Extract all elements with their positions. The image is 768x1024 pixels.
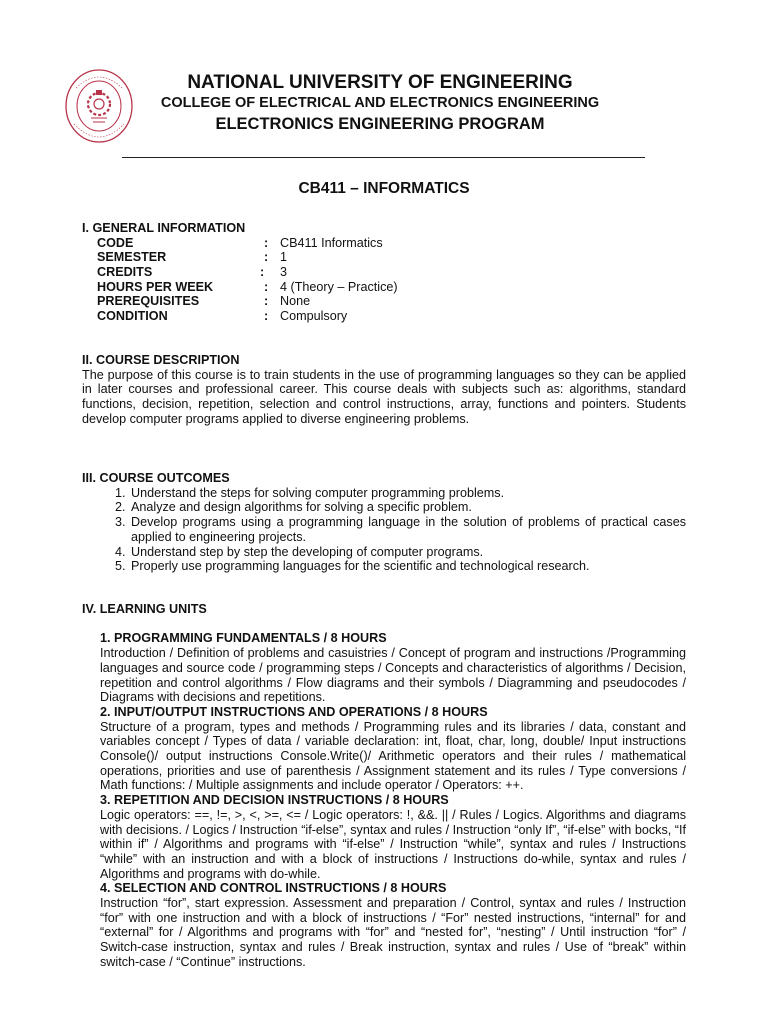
info-colon: : <box>264 235 269 250</box>
info-key: SEMESTER <box>97 250 167 265</box>
general-information-section <box>82 221 686 324</box>
course-description-section <box>82 353 686 427</box>
learning-units-section <box>82 602 686 970</box>
course-description-heading: II. COURSE DESCRIPTION <box>82 353 240 367</box>
info-row-prerequisites <box>82 294 686 309</box>
info-row-semester <box>82 250 686 265</box>
info-colon: : <box>264 279 269 294</box>
unit-title: 4. SELECTION AND CONTROL INSTRUCTIONS / 8 HOURS <box>100 881 447 896</box>
info-row-code <box>82 236 686 251</box>
outcome-item: 5. Properly use programming languages for the scientific and technological research. <box>129 559 686 574</box>
info-key: CODE <box>97 235 134 250</box>
info-value: None <box>280 294 311 309</box>
outcome-item: 2. Analyze and design algorithms for solving a specific problem. <box>129 500 686 515</box>
header-divider <box>122 157 645 158</box>
info-key: CONDITION <box>97 309 168 324</box>
general-information-heading: I. GENERAL INFORMATION <box>82 221 246 235</box>
unit-body: Logic operators: ==, !=, >, <, >=, <= / Logic operators: !, &&. || / Rules / Logics. Algorithms and diagrams with decisions. / Logics / Instruction “if-else”, syntax and rules / Instruction “only If”, “if-else” with bocks, “If within if” / Algorithms and programs with “if-else” / Instruction “while”, syntax and rules / Instructions “while” with an instruction and with a block of instructions / Instructions do-while, syntax and rules / Algorithms and programs with do-while. <box>100 807 686 881</box>
course-outcomes-heading: III. COURSE OUTCOMES <box>82 471 230 485</box>
program-name: ELECTRONICS ENGINEERING PROGRAM <box>215 115 545 133</box>
outcome-item: 4. Understand step by step the developing of computer programs. <box>129 545 686 560</box>
outcome-item: 1. Understand the steps for solving computer programming problems. <box>129 486 686 501</box>
info-colon: : <box>264 309 269 324</box>
info-value: 1 <box>280 250 288 265</box>
unit-title: 1. PROGRAMMING FUNDAMENTALS / 8 HOURS <box>100 631 387 646</box>
info-row-credits <box>82 265 686 280</box>
unit-body: Introduction / Definition of problems and casuistries / Concept of program and instructions /Programming languages and source code / programming steps / Concepts and characteristics of algorithms / Decision, repetition and control algorithms / Flow diagrams and their symbols / Diagramming and pseudocodes / Diagrams with decisions and repetitions. <box>100 646 686 705</box>
info-row-hours-per-week <box>82 280 686 295</box>
info-value: CB411 Informatics <box>280 235 383 250</box>
course-description-text: The purpose of this course is to train students in the use of programming languages so they can be applied in later courses and professional career. This course deals with subjects such as: algorithms, standard functions, decision, repetition, selection and control instructions, array, functions and pointers. Students develop computer programs applied to diverse engineering problems. <box>82 367 686 426</box>
info-colon: : <box>260 265 265 280</box>
outcomes-list <box>82 486 686 574</box>
university-name: NATIONAL UNIVERSITY OF ENGINEERING <box>187 72 573 93</box>
unit-title: 3. REPETITION AND DECISION INSTRUCTIONS / 8 HOURS <box>100 793 449 808</box>
info-value: 4 (Theory – Practice) <box>280 279 398 294</box>
unit-body: Instruction “for”, start expression. Assessment and preparation / Control, syntax and rules / Instruction “for” with one instruction and with a block of instructions / “For” nested instructions, “internal” for and “external” for / Algorithms and programs with “for” and “nested for”, “nesting” / Until instruction “for” / Switch-case instruction, syntax and rules / Break instruction, syntax and rules / Use of “break” within switch-case / “Continue” instructions. <box>100 896 686 969</box>
spacer <box>82 617 686 632</box>
info-colon: : <box>264 250 269 265</box>
course-outcomes-section <box>82 471 686 574</box>
outcome-item: 3. Develop programs using a programming language in the solution of problems of practical cases applied to engineering projects. <box>129 515 686 544</box>
info-value: 3 <box>280 265 288 280</box>
info-value: Compulsory <box>280 309 348 324</box>
learning-units-heading: IV. LEARNING UNITS <box>82 602 207 616</box>
info-key: HOURS PER WEEK <box>97 279 214 294</box>
info-row-condition <box>82 309 686 324</box>
unit-title: 2. INPUT/OUTPUT INSTRUCTIONS AND OPERATIONS / 8 HOURS <box>100 704 488 719</box>
info-key: CREDITS <box>97 265 153 280</box>
college-name: COLLEGE OF ELECTRICAL AND ELECTRONICS ENGINEERING <box>160 95 600 111</box>
course-title: CB411 – INFORMATICS <box>298 180 470 197</box>
university-seal-logo <box>64 68 134 144</box>
info-key: PREREQUISITES <box>97 294 200 309</box>
info-colon: : <box>264 294 269 309</box>
unit-body: Structure of a program, types and methods / Programming rules and its libraries / data, constant and variables concept / Types of data / variable declaration: int, float, char, long, double/ Input instructions Console()/ output instructions Console.Write()/ Arithmetic operators and their rules / mathematical operations, priorities and use of parenthesis / Assignment statement and its rules / Type conversions / Math functions: / Multiple assignments and include operator / Operators: ++. <box>100 719 686 793</box>
